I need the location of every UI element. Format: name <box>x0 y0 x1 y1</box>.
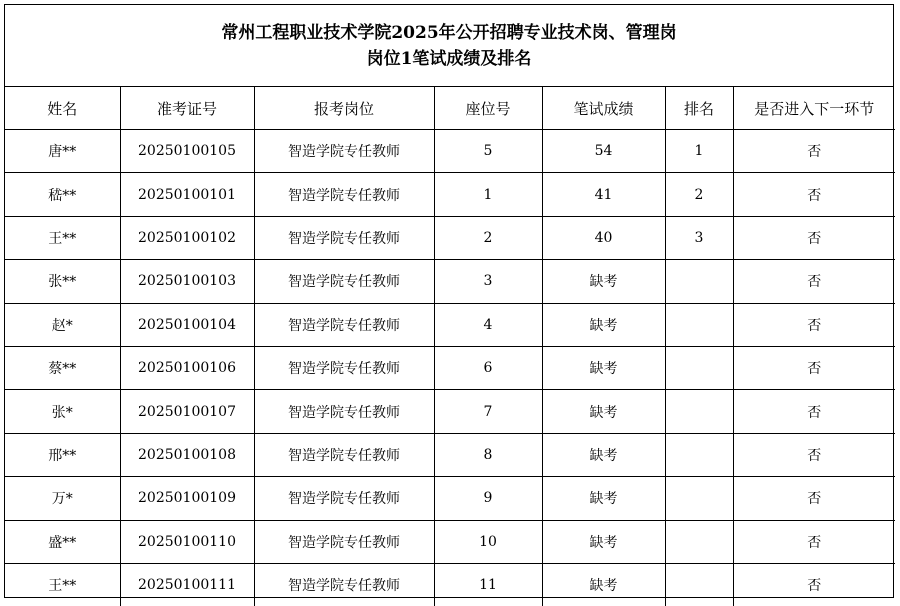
cell-exam-id: 20250100103 <box>120 260 254 303</box>
cell-exam-id: 20250100107 <box>120 390 254 433</box>
cell-exam-id: 20250100105 <box>120 130 254 173</box>
cell-advance: 否 <box>733 346 895 389</box>
table-row <box>5 346 895 389</box>
cell-name: 赵* <box>5 303 120 346</box>
cell-score: 缺考 <box>542 563 665 606</box>
cell-position: 智造学院专任教师 <box>254 390 434 433</box>
cell-name: 张** <box>5 260 120 303</box>
cell-name: 蔡** <box>5 346 120 389</box>
results-sheet <box>4 4 894 598</box>
table-row <box>5 520 895 563</box>
cell-score: 54 <box>542 130 665 173</box>
cell-rank <box>665 520 733 563</box>
cell-exam-id: 20250100110 <box>120 520 254 563</box>
table-row <box>5 130 895 173</box>
cell-rank <box>665 346 733 389</box>
document-title <box>5 5 893 87</box>
cell-advance: 否 <box>733 173 895 216</box>
cell-seat: 10 <box>434 520 542 563</box>
header-advance: 是否进入下一环节 <box>733 87 895 130</box>
cell-name: 万* <box>5 477 120 520</box>
cell-position: 智造学院专任教师 <box>254 563 434 606</box>
cell-seat: 2 <box>434 216 542 259</box>
cell-name: 张* <box>5 390 120 433</box>
cell-position: 智造学院专任教师 <box>254 173 434 216</box>
cell-name: 盛** <box>5 520 120 563</box>
cell-rank <box>665 563 733 606</box>
cell-advance: 否 <box>733 563 895 606</box>
title-line-2: 岗位1笔试成绩及排名 <box>366 48 532 69</box>
cell-seat: 3 <box>434 260 542 303</box>
table-row <box>5 303 895 346</box>
cell-exam-id: 20250100101 <box>120 173 254 216</box>
cell-seat: 1 <box>434 173 542 216</box>
cell-rank: 1 <box>665 130 733 173</box>
table-row <box>5 390 895 433</box>
cell-score: 缺考 <box>542 433 665 476</box>
cell-score: 缺考 <box>542 303 665 346</box>
header-exam-id: 准考证号 <box>120 87 254 130</box>
cell-exam-id: 20250100109 <box>120 477 254 520</box>
cell-advance: 否 <box>733 303 895 346</box>
header-score: 笔试成绩 <box>542 87 665 130</box>
table-row <box>5 433 895 476</box>
cell-exam-id: 20250100104 <box>120 303 254 346</box>
cell-rank <box>665 260 733 303</box>
cell-advance: 否 <box>733 390 895 433</box>
cell-position: 智造学院专任教师 <box>254 433 434 476</box>
cell-name: 嵇** <box>5 173 120 216</box>
header-name: 姓名 <box>5 87 120 130</box>
table-row <box>5 563 895 606</box>
cell-rank <box>665 433 733 476</box>
cell-rank <box>665 477 733 520</box>
cell-seat: 6 <box>434 346 542 389</box>
cell-exam-id: 20250100111 <box>120 563 254 606</box>
cell-exam-id: 20250100106 <box>120 346 254 389</box>
cell-exam-id: 20250100102 <box>120 216 254 259</box>
header-row <box>5 87 895 130</box>
cell-seat: 5 <box>434 130 542 173</box>
cell-score: 缺考 <box>542 346 665 389</box>
results-table <box>5 87 895 606</box>
cell-advance: 否 <box>733 520 895 563</box>
cell-advance: 否 <box>733 477 895 520</box>
cell-seat: 7 <box>434 390 542 433</box>
cell-position: 智造学院专任教师 <box>254 303 434 346</box>
title-line-1: 常州工程职业技术学院2025年公开招聘专业技术岗、管理岗 <box>221 22 677 43</box>
cell-seat: 4 <box>434 303 542 346</box>
cell-score: 缺考 <box>542 520 665 563</box>
table-row <box>5 260 895 303</box>
cell-name: 邢** <box>5 433 120 476</box>
cell-position: 智造学院专任教师 <box>254 520 434 563</box>
cell-rank <box>665 390 733 433</box>
header-seat: 座位号 <box>434 87 542 130</box>
cell-name: 王** <box>5 216 120 259</box>
cell-advance: 否 <box>733 216 895 259</box>
cell-position: 智造学院专任教师 <box>254 130 434 173</box>
cell-position: 智造学院专任教师 <box>254 477 434 520</box>
cell-score: 41 <box>542 173 665 216</box>
cell-rank: 3 <box>665 216 733 259</box>
cell-position: 智造学院专任教师 <box>254 260 434 303</box>
cell-exam-id: 20250100108 <box>120 433 254 476</box>
cell-score: 缺考 <box>542 260 665 303</box>
cell-score: 40 <box>542 216 665 259</box>
table-row <box>5 173 895 216</box>
cell-position: 智造学院专任教师 <box>254 346 434 389</box>
cell-seat: 11 <box>434 563 542 606</box>
table-row <box>5 477 895 520</box>
cell-score: 缺考 <box>542 477 665 520</box>
cell-rank <box>665 303 733 346</box>
header-position: 报考岗位 <box>254 87 434 130</box>
cell-name: 王** <box>5 563 120 606</box>
cell-advance: 否 <box>733 130 895 173</box>
cell-seat: 8 <box>434 433 542 476</box>
cell-seat: 9 <box>434 477 542 520</box>
cell-position: 智造学院专任教师 <box>254 216 434 259</box>
table-row <box>5 216 895 259</box>
cell-advance: 否 <box>733 260 895 303</box>
cell-score: 缺考 <box>542 390 665 433</box>
cell-advance: 否 <box>733 433 895 476</box>
cell-name: 唐** <box>5 130 120 173</box>
cell-rank: 2 <box>665 173 733 216</box>
header-rank: 排名 <box>665 87 733 130</box>
